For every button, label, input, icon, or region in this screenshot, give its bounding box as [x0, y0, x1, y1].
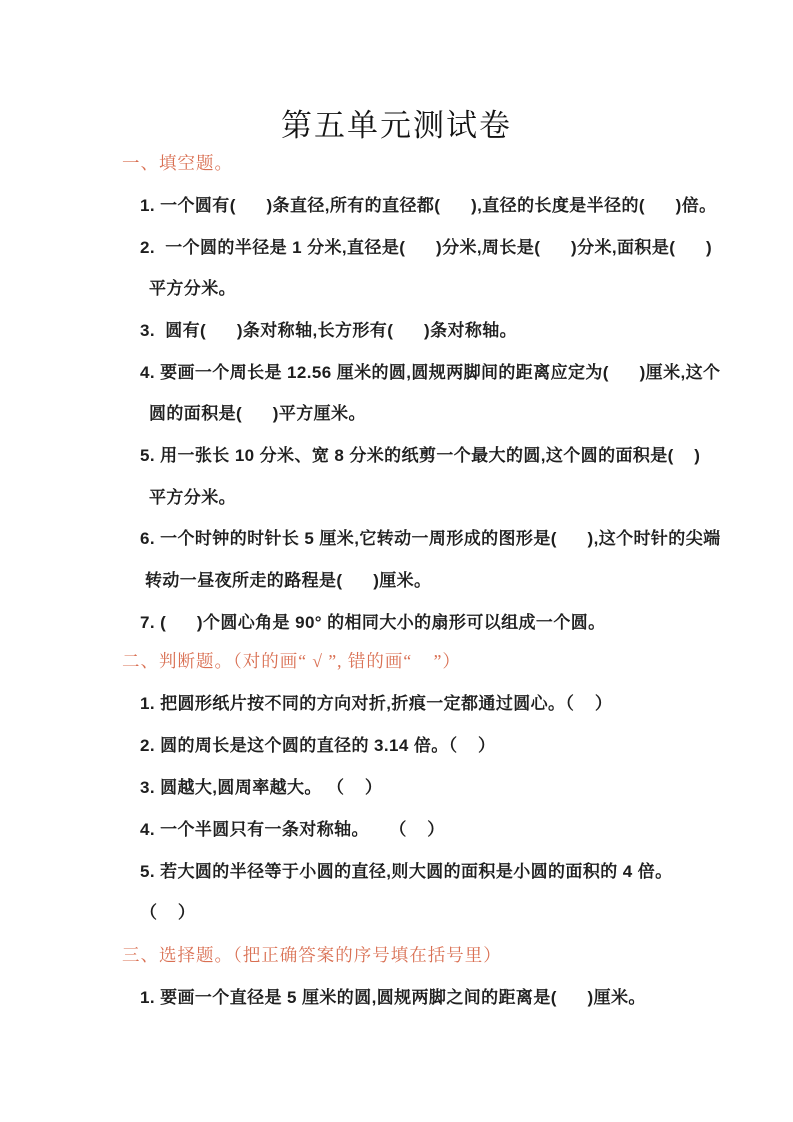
- fill-in-question-5-line-1: 5. 用一张长 10 分米、宽 8 分米的纸剪一个最大的圆,这个圆的面积是( ): [140, 446, 701, 465]
- judge-question-1: 1. 把圆形纸片按不同的方向对折,折痕一定都通过圆心。（ ）: [140, 694, 613, 713]
- page-title: 第五单元测试卷: [281, 108, 512, 143]
- fill-in-question-4-line-1: 4. 要画一个周长是 12.56 厘米的圆,圆规两脚间的距离应定为( )厘米,这个: [140, 363, 721, 382]
- fill-in-question-6-line-1: 6. 一个时钟的时针长 5 厘米,它转动一周形成的图形是( ),这个时针的尖端: [140, 529, 721, 548]
- judge-question-3: 3. 圆越大,圆周率越大。 （ ）: [140, 778, 383, 797]
- judge-question-5-line-2: （ ）: [140, 903, 196, 922]
- section-choice-heading: 三、选择题。（把正确答案的序号填在括号里）: [122, 945, 502, 965]
- fill-in-question-7: 7. ( )个圆心角是 90° 的相同大小的扇形可以组成一个圆。: [140, 613, 606, 632]
- section-judge-heading: 二、判断题。（对的画“ √ ”, 错的画“ ”）: [122, 651, 461, 671]
- fill-in-question-4-line-2: 圆的面积是( )平方厘米。: [149, 404, 366, 423]
- fill-in-question-2-line-1: 2. 一个圆的半径是 1 分米,直径是( )分米,周长是( )分米,面积是( ): [140, 238, 713, 257]
- fill-in-question-1: 1. 一个圆有( )条直径,所有的直径都( ),直径的长度是半径的( )倍。: [140, 196, 717, 215]
- fill-in-question-2-line-2: 平方分米。: [149, 279, 236, 298]
- choice-question-1: 1. 要画一个直径是 5 厘米的圆,圆规两脚之间的距离是( )厘米。: [140, 988, 646, 1007]
- fill-in-question-5-line-2: 平方分米。: [149, 488, 236, 507]
- fill-in-question-6-line-2: 转动一昼夜所走的路程是( )厘米。: [145, 571, 432, 590]
- judge-question-5-line-1: 5. 若大圆的半径等于小圆的直径,则大圆的面积是小圆的面积的 4 倍。: [140, 862, 673, 881]
- fill-in-question-3: 3. 圆有( )条对称轴,长方形有( )条对称轴。: [140, 321, 518, 340]
- section-fill-in-heading: 一、填空题。: [122, 153, 233, 173]
- judge-question-2: 2. 圆的周长是这个圆的直径的 3.14 倍。（ ）: [140, 736, 496, 755]
- judge-question-4: 4. 一个半圆只有一条对称轴。 （ ）: [140, 820, 445, 839]
